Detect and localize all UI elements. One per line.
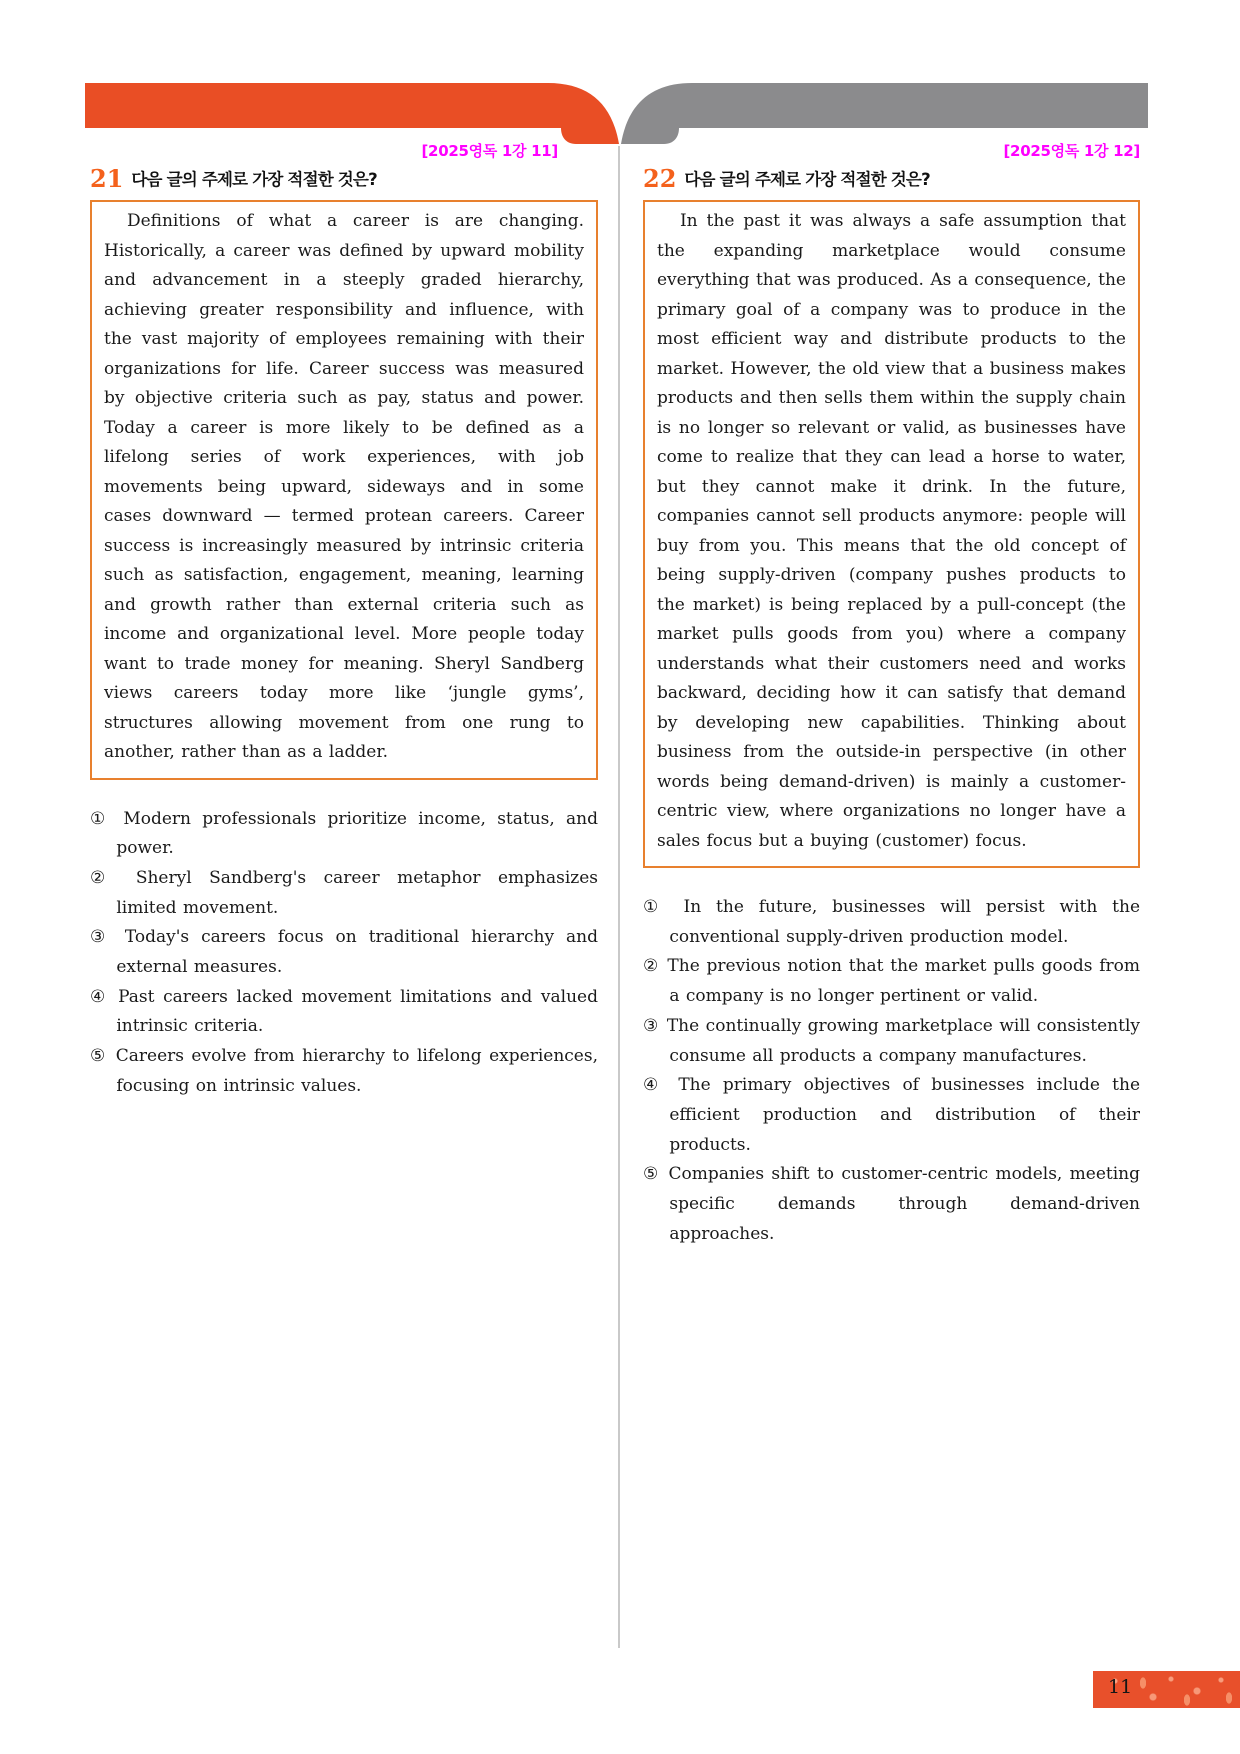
choice-item (90, 983, 598, 1042)
question-number: 22 (643, 164, 677, 193)
choice-list (90, 805, 598, 1102)
choice-text: The previous notion that the market pulls goods from a company is no longer pertinent or valid. (667, 956, 1141, 1007)
question-22-column (643, 141, 1140, 1249)
choice-item (643, 1160, 1140, 1249)
question-prompt: 다음 글의 주제로 가장 적절한 것은? (131, 170, 377, 189)
left-banner-shape (85, 83, 619, 144)
choice-marker: ③ (90, 927, 111, 948)
choice-marker: ① (90, 808, 111, 829)
choice-marker: ⑤ (643, 1164, 660, 1185)
passage-text: Definitions of what a career is are changing. Historically, a career was defined by upward mobility and advancement in a steeply graded hierarchy, achieving greater responsibility and influence, with the vast majority of employees remaining with their organizations for life. Career success was measured by objective criteria such as pay, status and power. Today a career is more likely to be defined as a lifelong series of work experiences, with job movements being upward, sideways and in some cases downward — termed protean careers. Career success is increasingly measured by intrinsic criteria such as satisfaction, engagement, meaning, learning and growth rather than external criteria such as income and organizational level. More people today want to trade money for meaning. Sheryl Sandberg views careers today more like ‘jungle gyms’, structures allowing movement from one rung to another, rather than as a ladder. (104, 211, 584, 762)
choice-item (90, 923, 598, 982)
choice-text: Sheryl Sandberg's career metaphor emphasizes limited movement. (116, 867, 598, 918)
choice-marker: ⑤ (90, 1046, 107, 1067)
question-21-column (90, 141, 598, 1102)
choice-item (643, 1012, 1140, 1071)
choice-item (643, 1071, 1140, 1160)
passage-box (90, 200, 598, 780)
choice-text: In the future, businesses will persist with the conventional supply-driven production model. (669, 897, 1141, 947)
choice-text: Companies shift to customer-centric models, meeting specific demands through demand-driven approaches. (668, 1164, 1140, 1244)
choice-text: Careers evolve from hierarchy to lifelong experiences, focusing on intrinsic values. (115, 1046, 598, 1096)
choice-marker: ② (643, 956, 659, 977)
choice-text: Modern professionals prioritize income, status, and power. (116, 808, 599, 859)
choice-marker: ④ (643, 1075, 665, 1096)
choice-text: Past careers lacked movement limitations and valued intrinsic criteria. (116, 986, 598, 1037)
choice-item (643, 893, 1140, 952)
choice-text: The continually growing marketplace will consistently consume all products a company manufactures. (666, 1015, 1140, 1066)
page-number: 11 (1108, 1676, 1133, 1698)
passage-text: In the past it was always a safe assumption that the expanding marketplace would consume everything that was produced. As a consequence, the primary goal of a company was to produce in the most efficient way and distribute products to the market. However, the old view that a business makes products and then sells them within the supply chain is no longer so relevant or valid, as businesses have come to realize that they can lead a horse to water, but they cannot make it drink. In the future, companies cannot sell products anymore: people will buy from you. This means that the old concept of being supply-driven (company pushes products to the market) is being replaced by a pull-concept (the market pulls goods from you) where a company understands what their customers need and works backward, deciding how it can satisfy that demand by developing new capabilities. Thinking about business from the outside-in perspective (in other words being demand-driven) is mainly a customer-centric view, where organizations no longer have a sales focus but a buying (customer) focus. (657, 211, 1126, 851)
page-number-box (1093, 1671, 1240, 1708)
question-number: 21 (90, 164, 124, 193)
choice-marker: ③ (643, 1015, 659, 1036)
choice-item (90, 805, 598, 864)
question-header (90, 164, 598, 193)
choice-marker: ① (643, 897, 667, 917)
question-header (643, 164, 1140, 193)
lesson-tag: [2025영독 1강 12] (1003, 142, 1140, 160)
choice-marker: ④ (90, 986, 108, 1007)
choice-text: The primary objectives of businesses include the efficient production and distribution of their products. (669, 1075, 1140, 1155)
choice-text: Today's careers focus on traditional hierarchy and external measures. (116, 927, 598, 978)
passage-box (643, 200, 1140, 868)
lesson-tag: [2025영독 1강 11] (421, 142, 558, 160)
column-divider (618, 146, 620, 1648)
right-banner-shape (621, 83, 1148, 144)
choice-item (90, 864, 598, 923)
choice-item (90, 1042, 598, 1101)
choice-marker: ② (90, 867, 117, 888)
question-prompt: 다음 글의 주제로 가장 적절한 것은? (684, 170, 930, 189)
choice-list (643, 893, 1140, 1249)
choice-item (643, 952, 1140, 1011)
